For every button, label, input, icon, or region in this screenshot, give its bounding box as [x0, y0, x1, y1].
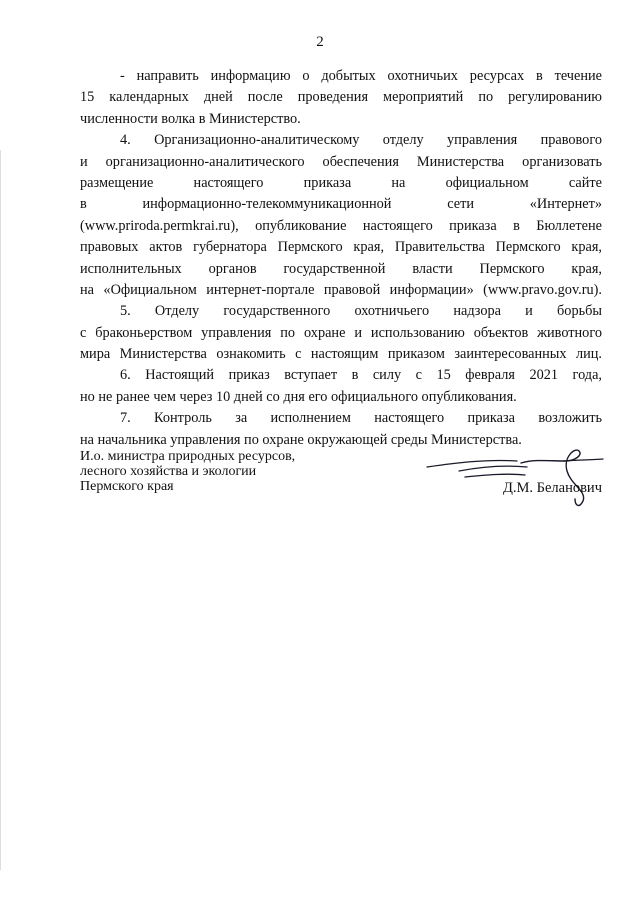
body-line: 7. Контроль за исполнением настоящего приказа возложить	[120, 410, 602, 427]
body-line: - направить информацию о добытых охотничьих ресурсах в течение	[120, 68, 602, 84]
body-line: 6. Настоящий приказ вступает в силу с 15 февраля 2021 года,	[120, 367, 602, 384]
scan-edge-line	[0, 150, 1, 870]
body-line: но не ранее чем через 10 дней со дня его официального опубликования.	[80, 388, 517, 405]
body-line: с браконьерством управления по охране и использованию объектов животного	[80, 324, 602, 341]
body-line: в информационно-телекоммуникационной сети «Интернет»	[80, 196, 602, 213]
order-body-text	[80, 66, 602, 451]
signer-name: Д.М. Беланович	[502, 480, 602, 496]
body-line: численности волка в Министерство.	[80, 110, 301, 127]
signature-block	[80, 449, 602, 494]
body-line: (www.priroda.permkrai.ru), опубликование настоящего приказа в Бюллетене	[80, 217, 602, 234]
body-line: 4. Организационно-аналитическому отделу управления правового	[120, 132, 602, 149]
body-line: на начальника управления по охране окружающей среды Министерства.	[80, 431, 522, 448]
body-line: на «Официальном интернет-портале правовой информации» (www.pravo.gov.ru).	[80, 281, 602, 298]
body-line: 5. Отделу государственного охотничьего надзора и борьбы	[120, 303, 602, 320]
body-line: 15 календарных дней после проведения мероприятий по регулированию	[80, 89, 602, 106]
body-line: исполнительных органов государственной власти Пермского края,	[80, 260, 602, 277]
body-line: размещение настоящего приказа на официальном сайте	[80, 174, 602, 191]
signer-title-line-2: лесного хозяйства и экологии	[80, 464, 257, 479]
body-line: мира Министерства ознакомить с настоящим приказом заинтересованных лиц.	[80, 346, 602, 363]
body-line: и организационно-аналитического обеспечения Министерства организовать	[80, 153, 602, 170]
body-line: правовых актов губернатора Пермского края, Правительства Пермского края,	[80, 239, 602, 256]
page-number: 2	[316, 34, 324, 50]
signer-title-line-3: Пермского края	[80, 479, 174, 494]
signer-title-line-1: И.о. министра природных ресурсов,	[80, 449, 296, 464]
